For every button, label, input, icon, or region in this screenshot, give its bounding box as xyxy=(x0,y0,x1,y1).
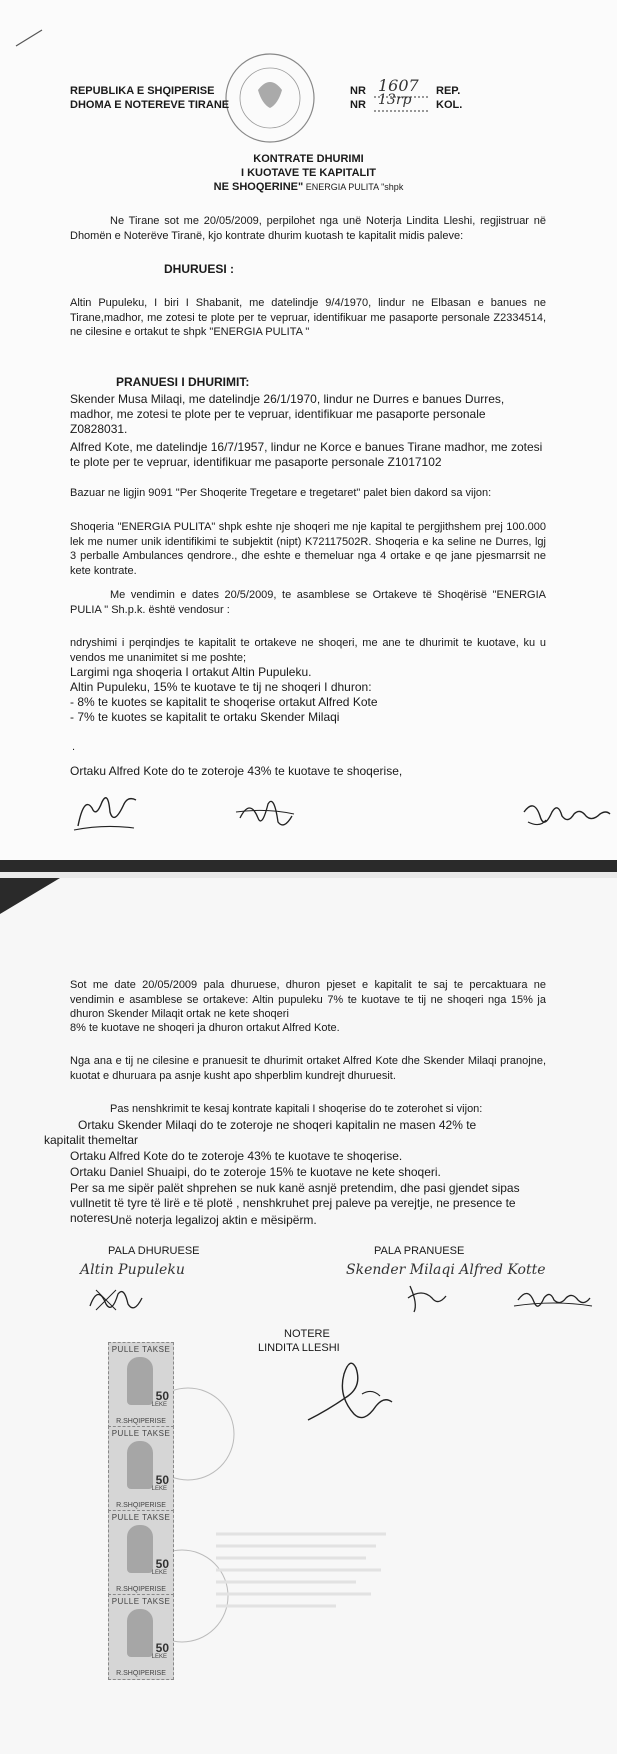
line-p1-1: Altin Pupuleku, 15% te kuotave te tij ne shoqeri I dhuron: xyxy=(70,680,372,694)
pen-mark xyxy=(14,28,44,48)
rep-label: REP. xyxy=(436,85,461,97)
tax-stamp-country: R.SHQIPERISE xyxy=(116,1418,166,1425)
notary-seal xyxy=(222,50,318,146)
pala-dhuruese: PALA DHURUESE xyxy=(108,1245,200,1257)
nr-label: NR xyxy=(350,85,366,97)
recipient-heading: PRANUESI I DHURIMIT: xyxy=(116,375,250,389)
donor-paragraph: Altin Pupuleku, I biri I Shabanit, me datelindje 9/4/1970, lindur ne Elbasan e banues ne Tirane,madhor, me zotesi te plote per te vepruar, identifikuar me pasaporte personale Z2334514, ne cilesine e ortakut te shpk "ENERGIA PULITA " xyxy=(70,297,546,338)
tax-stamp-country: R.SHQIPERISE xyxy=(116,1586,166,1593)
tax-stamp-label: PULLE TAKSE xyxy=(111,1345,171,1354)
company-paragraph: Shoqeria "ENERGIA PULITA" shpk eshte nje shoqeri me nje kapital te pergjithshem prej 100.000 lek me numer unik identifikimi te subjektit (nipt) K72117502R. Shoqeria e ka seline ne Durres, lgj 3 perballe Ambulances qendrore., dhe eshte e themeluar nga 4 ortake e qe jane pjesmarrsit ne kete kontrate. xyxy=(70,521,546,577)
tax-stamp-country: R.SHQIPERISE xyxy=(116,1502,166,1509)
header-republic: REPUBLIKA E SHQIPERISE xyxy=(70,85,215,97)
recipient-signature-1 xyxy=(404,1278,452,1318)
tax-stamp-currency: LEKE xyxy=(151,1654,167,1660)
tax-stamp xyxy=(108,1594,174,1680)
title-line-3-bold: NE SHOQERINE" xyxy=(213,181,304,193)
tax-stamp xyxy=(108,1510,174,1596)
nr-underline-2 xyxy=(374,110,430,112)
tax-stamp-value: 50 xyxy=(155,1557,169,1571)
tax-stamp-value: 50 xyxy=(155,1389,169,1403)
law-paragraph: Bazuar ne ligjin 9091 "Per Shoqerite Tregetare e tregetaret" palet bien dakord sa vijon: xyxy=(70,487,492,499)
handwritten-donor: Altin Pupuleku xyxy=(80,1262,185,1278)
p2-final: Per sa me sipër palët shprehen se nuk kanë asnjë pretendim, dhe pasi gjendet sipas vullnetit të tyre të lirë e të plotë , nenshkruhet prej paleve pa verejtje, ne presence te noteres. xyxy=(70,1181,520,1225)
pala-pranuese: PALA PRANUESE xyxy=(374,1245,465,1257)
nr-value: 1607 xyxy=(378,76,419,95)
title-line-1: KONTRATE DHURIMI xyxy=(253,153,364,165)
tax-stamp-value: 50 xyxy=(155,1473,169,1487)
p2-paragraph-1: Sot me date 20/05/2009 pala dhuruese, dhuron pjeset e kapitalit te saj te percaktuara ne vendimin e asamblese se ortakeve: Altin pupuleku 7% te kuotave te tij ne shoqeri nga 15% ja dhuron Skender Milaqit ortak ne kete shoqeri xyxy=(70,979,546,1020)
p2-paragraph-1b: 8% te kuotave ne shoqeri ja dhuron ortakut Alfred Kote. xyxy=(70,1022,340,1034)
tax-stamp-currency: LEKE xyxy=(151,1486,167,1492)
p2-skender-2: kapitalit themeltar xyxy=(44,1133,139,1147)
scan-corner-shadow xyxy=(0,878,60,918)
tax-stamp-currency: LEKE xyxy=(151,1402,167,1408)
tax-stamp-label: PULLE TAKSE xyxy=(111,1597,171,1606)
p2-legal: Unë noterja legalizoj aktin e mësipërm. xyxy=(110,1213,317,1227)
tax-stamp-label: PULLE TAKSE xyxy=(111,1513,171,1522)
notere-label: NOTERE xyxy=(284,1328,330,1340)
tax-stamp xyxy=(108,1426,174,1512)
nr-value-2: 13rp xyxy=(378,92,412,108)
tax-stamp-portrait xyxy=(127,1525,153,1573)
contract-page-2 xyxy=(0,878,617,1754)
notere-name: LINDITA LLESHI xyxy=(258,1342,340,1354)
bullet-dot: . xyxy=(72,741,76,753)
signature-1 xyxy=(70,786,140,836)
line-p1-0: Largimi nga shoqeria I ortakut Altin Pupuleku. xyxy=(70,665,312,679)
notary-signature xyxy=(300,1354,410,1434)
signature-3 xyxy=(520,796,612,832)
tax-stamp-portrait xyxy=(127,1609,153,1657)
change-paragraph: ndryshimi i perqindjes te kapitalit te ortakeve ne shoqeri, me ane te dhurimit te kuotave, ku u vendos me unanimitet si me poshte; xyxy=(70,637,546,664)
page-divider xyxy=(0,860,617,878)
intro-paragraph: Ne Tirane sot me 20/05/2009, perpilohet nga unë Noterja Lindita Lleshi, regjistruar në Dhomën e Noterëve Tiranë, kjo kontrate dhurim kuotash te kapitalit midis paleve: xyxy=(70,215,546,242)
bleed-through-text xyxy=(216,1528,396,1638)
recipient-signature-2 xyxy=(514,1282,594,1312)
tax-stamp-portrait xyxy=(127,1357,153,1405)
header-chamber: DHOMA E NOTEREVE TIRANE xyxy=(70,99,230,111)
kol-label: KOL. xyxy=(436,99,463,111)
p2-paragraph-2: Nga ana e tij ne cilesine e pranuesit te dhurimit ortaket Alfred Kote dhe Skender Milaqi pranojne, kuotat e dhuruara pa asnje kusht apo shperblim kundrejt dhuruesit. xyxy=(70,1055,546,1082)
signature-2 xyxy=(236,788,296,832)
title-line-3 xyxy=(0,180,617,194)
line-p1-3: - 7% te kuotes se kapitalit te ortaku Skender Milaqi xyxy=(70,710,340,724)
nr-label-2: NR xyxy=(350,99,366,111)
line-p1-2: - 8% te kuotes se kapitalit te shoqerise ortakut Alfred Kote xyxy=(70,695,378,709)
tax-stamp-currency: LEKE xyxy=(151,1570,167,1576)
tax-stamp-country: R.SHQIPERISE xyxy=(116,1670,166,1677)
donor-signature xyxy=(86,1280,156,1314)
tax-stamp-value: 50 xyxy=(155,1641,169,1655)
handwritten-recipients: Skender Milaqi Alfred Kotte xyxy=(346,1262,546,1278)
tax-stamp xyxy=(108,1342,174,1428)
alfred-line: Ortaku Alfred Kote do te zoteroje 43% te kuotave te shoqerise, xyxy=(70,764,403,778)
recipient-1: Skender Musa Milaqi, me datelindje 26/1/1970, lindur ne Durres e banues Durres, madhor, me zotesi te plote per te vepruar, identifikuar me pasaporte personale Z0828031. xyxy=(70,392,505,436)
p2-alfred: Ortaku Alfred Kote do te zoteroje 43% te kuotave te shoqerise. xyxy=(70,1149,403,1163)
recipient-2: Alfred Kote, me datelindje 16/7/1957, lindur ne Korce e banues Tirane madhor, me zotesi te plote per te vepruar, identifikuar me pasaporte personale Z1017102 xyxy=(70,440,543,469)
tax-stamp-label: PULLE TAKSE xyxy=(111,1429,171,1438)
title-line-2: I KUOTAVE TE KAPITALIT xyxy=(240,167,377,179)
p2-skender: Ortaku Skender Milaqi do te zoteroje ne shoqeri kapitalin ne masen 42% te xyxy=(78,1118,477,1132)
decision-paragraph: Me vendimin e dates 20/5/2009, te asamblese se Ortakeve të Shoqërisë "ENERGIA PULIA " Sh.p.k. është vendosur : xyxy=(70,589,546,616)
title-line-3-rest: ENERGIA PULITA "shpk xyxy=(303,182,404,192)
tax-stamp-portrait xyxy=(127,1441,153,1489)
donor-heading: DHURUESI : xyxy=(164,262,235,276)
p2-after: Pas nenshkrimit te kesaj kontrate kapitali I shoqerise do te zoterohet si vijon: xyxy=(110,1103,483,1115)
contract-page-1 xyxy=(0,0,617,860)
p2-daniel: Ortaku Daniel Shuaipi, do te zoteroje 15% te kuotave ne kete shoqeri. xyxy=(70,1165,441,1179)
